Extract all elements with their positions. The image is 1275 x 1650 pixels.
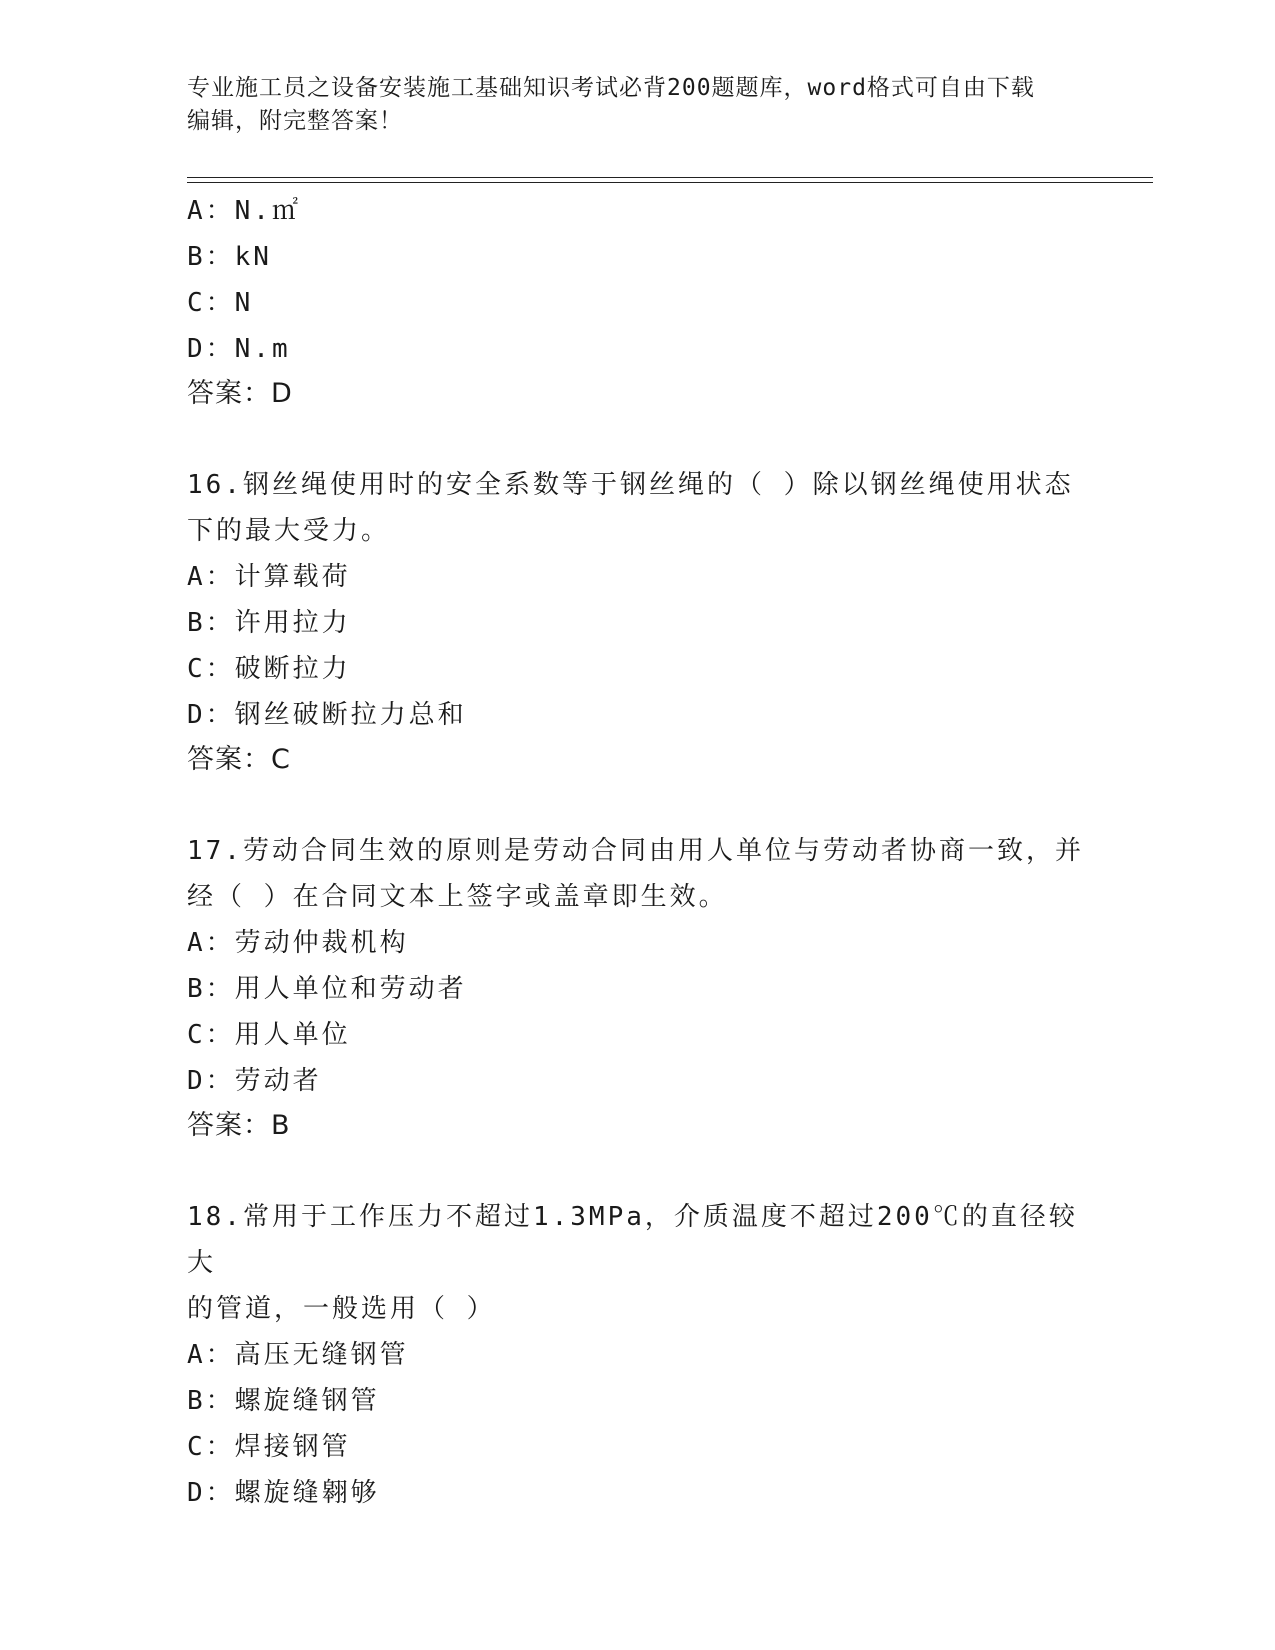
option-b: B：螺旋缝钢管: [187, 1386, 380, 1416]
header-line-1: 专业施工员之设备安装施工基础知识考试必背200题题库，word格式可自由下载: [187, 75, 1035, 101]
question-stem-line-1: 17.劳动合同生效的原则是劳动合同由用人单位与劳动者协商一致，并: [187, 836, 1084, 866]
option-c: C：用人单位: [187, 1020, 351, 1050]
option-c: C：N: [187, 288, 254, 318]
header-line-2: 编辑，附完整答案！: [187, 108, 403, 134]
option-d: D：钢丝破断拉力总和: [187, 700, 467, 730]
option-b: B：用人单位和劳动者: [187, 974, 467, 1004]
answer: 答案：D: [187, 378, 293, 409]
option-c: C：破断拉力: [187, 654, 351, 684]
option-c: C：焊接钢管: [187, 1432, 351, 1462]
question-18: [187, 1194, 1087, 1516]
document-header: [187, 72, 1087, 138]
answer: 答案：B: [187, 1110, 291, 1141]
header-divider-bottom: [187, 182, 1153, 183]
option-a: A：劳动仲裁机构: [187, 928, 409, 958]
document-body: [187, 188, 1087, 1516]
answer: 答案：C: [187, 744, 291, 775]
option-a: A：高压无缝钢管: [187, 1340, 409, 1370]
option-a: A：计算载荷: [187, 562, 351, 592]
option-d: D：N.m: [187, 334, 291, 364]
question-stem-line-2: 的管道，一般选用（ ）: [187, 1294, 496, 1324]
option-b: B：许用拉力: [187, 608, 351, 638]
question-stem-line-1: 18.常用于工作压力不超过1.3MPa，介质温度不超过200℃的直径较大: [187, 1202, 1078, 1278]
option-d: D：螺旋缝翱够: [187, 1478, 380, 1508]
header-divider-top: [187, 177, 1153, 178]
question-stem-line-1: 16.钢丝绳使用时的安全系数等于钢丝绳的（ ）除以钢丝绳使用状态: [187, 470, 1074, 500]
question-16: [187, 462, 1087, 782]
question-stem-line-2: 下的最大受力。: [187, 516, 391, 546]
question-17: [187, 828, 1087, 1148]
option-a: A：N.㎡: [187, 196, 301, 226]
question-stem-line-2: 经（ ）在合同文本上签字或盖章即生效。: [187, 882, 728, 912]
option-b: B：kN: [187, 242, 272, 272]
option-d: D：劳动者: [187, 1066, 322, 1096]
question-15: [187, 188, 1087, 416]
